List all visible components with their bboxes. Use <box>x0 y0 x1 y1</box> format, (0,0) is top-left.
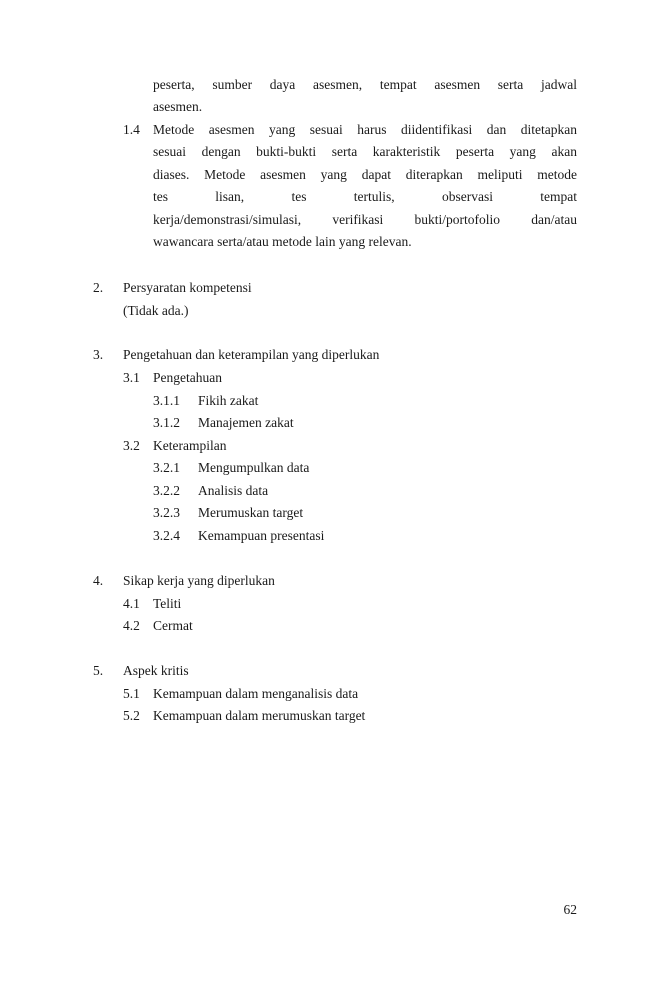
paragraph-line: kerja/demonstrasi/simulasi, verifikasi bukti/portofolio dan/atau <box>153 212 577 227</box>
section-title: Persyaratan kompetensi <box>123 280 252 295</box>
list-item: Kemampuan dalam menganalisis data <box>153 686 359 701</box>
paragraph-line: sesuai dengan bukti-bukti serta karakteristik peserta yang akan <box>153 144 577 159</box>
list-item: Mengumpulkan data <box>198 460 310 475</box>
list-item: Kemampuan dalam merumuskan target <box>153 708 366 723</box>
list-item: Manajemen zakat <box>198 415 294 430</box>
sub-number: 3.2 <box>123 438 140 453</box>
section-title: Pengetahuan dan keterampilan yang diperlukan <box>123 347 380 362</box>
page-number: 62 <box>563 902 577 917</box>
list-item: Kemampuan presentasi <box>198 528 325 543</box>
paragraph-line: diases. Metode asesmen yang dapat diterapkan meliputi metode <box>153 167 577 182</box>
paragraph-line: peserta, sumber daya asesmen, tempat asesmen serta jadwal <box>153 77 577 92</box>
section-number: 3. <box>93 347 104 362</box>
section-title: Aspek kritis <box>123 663 189 678</box>
sub-title: Keterampilan <box>153 438 227 453</box>
list-number: 3.2.4 <box>153 528 180 543</box>
sub-number: 4.1 <box>123 596 140 611</box>
section-note: (Tidak ada.) <box>123 303 189 318</box>
list-item: Cermat <box>153 618 193 633</box>
list-item: Merumuskan target <box>198 505 304 520</box>
list-number: 3.2.3 <box>153 505 180 520</box>
paragraph-line: Metode asesmen yang sesuai harus diidentifikasi dan ditetapkan <box>153 122 577 137</box>
sub-title: Pengetahuan <box>153 370 222 385</box>
paragraph-line: wawancara serta/atau metode lain yang relevan. <box>153 234 412 249</box>
sub-number: 5.2 <box>123 708 140 723</box>
section-number: 4. <box>93 573 104 588</box>
list-number: 3.1.1 <box>153 393 180 408</box>
list-number: 3.2.1 <box>153 460 180 475</box>
list-item: Teliti <box>153 596 182 611</box>
section-title: Sikap kerja yang diperlukan <box>123 573 275 588</box>
list-item: Analisis data <box>198 483 269 498</box>
section-number: 5. <box>93 663 104 678</box>
section-number: 2. <box>93 280 104 295</box>
paragraph-line: asesmen. <box>153 99 203 114</box>
list-item: Fikih zakat <box>198 393 259 408</box>
sub-number: 3.1 <box>123 370 140 385</box>
paragraph-line: tes lisan, tes tertulis, observasi tempat <box>153 189 577 204</box>
sub-number: 4.2 <box>123 618 140 633</box>
list-number: 3.2.2 <box>153 483 180 498</box>
list-number: 3.1.2 <box>153 415 180 430</box>
sub-number: 5.1 <box>123 686 140 701</box>
item-number: 1.4 <box>123 122 140 137</box>
